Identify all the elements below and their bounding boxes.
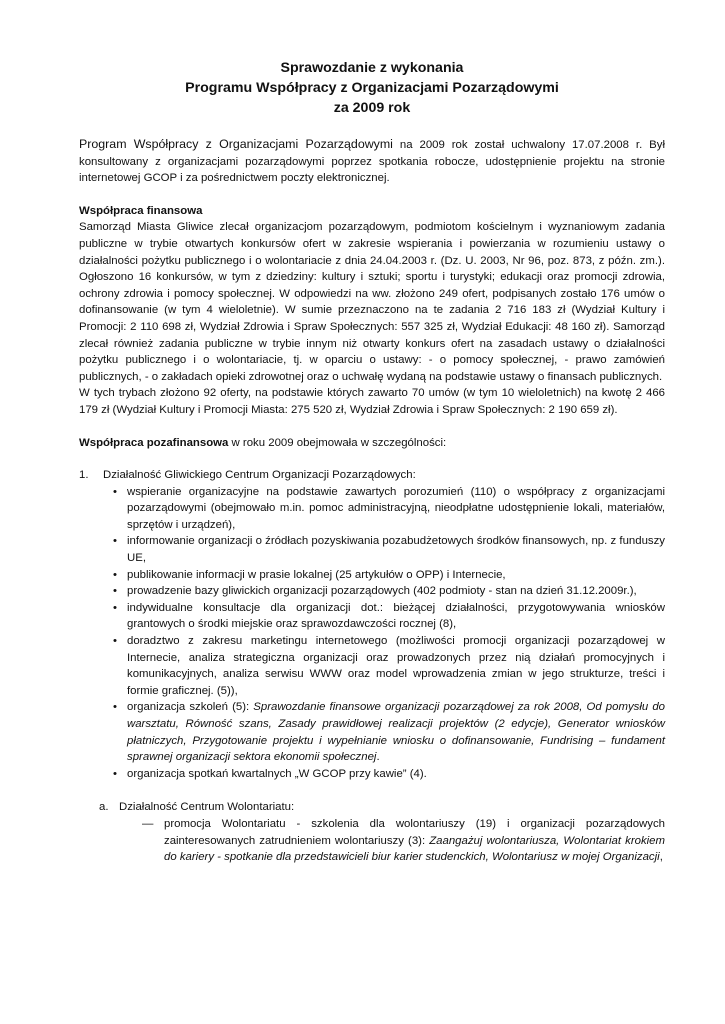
bullet-icon: • — [113, 568, 117, 581]
dash-icon: — — [142, 817, 154, 830]
list-item-text: prowadzenie bazy gliwickich organizacji pozarządowych (402 podmioty - stan na dzień 31.12.2009r.), — [127, 585, 637, 598]
trainings-lead: organizacja szkoleń (5): — [127, 701, 254, 714]
bullet-icon: • — [113, 767, 117, 780]
list-item — [113, 484, 665, 534]
bullet-icon: • — [113, 585, 117, 598]
bullet-icon: • — [113, 701, 117, 714]
list-item-trainings — [113, 699, 665, 765]
list-item-text: publikowanie informacji w prasie lokalnej (25 artykułów o OPP) i Internecie, — [127, 568, 506, 581]
document-page — [79, 58, 665, 866]
nonfinancial-heading: Współpraca pozafinansowa — [79, 436, 229, 449]
intro-text: na 2009 rok został uchwalony 17.07.2008 r. Był konsultowany z organizacjami pozarządowymi poprzez spotkania robocze, udostępnienie projektu na stronie internetowej GCOP i za pośrednictwem poczty elektronicznej. — [79, 139, 665, 185]
volunteer-titles: Zaangażuj wolontariusza, Wolontariat krokiem do kariery - spotkanie dla przedstawicieli biur karier studenckich, Wolontariusz w mojej Organizacji — [164, 834, 665, 864]
list-item — [113, 633, 665, 699]
section-1-list — [79, 484, 665, 783]
nonfinancial-intro — [79, 435, 665, 452]
list-item-text: informowanie organizacji o źródłach pozyskiwania pozabudżetowych środków finansowych, np. z funduszy UE, — [127, 535, 665, 565]
title-line-1: Sprawozdanie z wykonania — [280, 60, 464, 76]
section-1-number: 1. — [79, 469, 89, 482]
intro-program-name: Program Współpracy z Organizacjami Pozarządowymi — [79, 137, 393, 151]
list-item — [113, 583, 665, 600]
financial-paragraph-1: Samorząd Miasta Gliwice zlecał organizacjom pozarządowym, podmiotom kościelnym i wyznaniowym zadania publiczne w trybie otwartych konkursów ofert w zakresie wspierania i powierzania w rozumieniu ustawy o działalności pożytku publicznego i o wolontariacie z dnia 24.04.2003 r. (Dz. U. 2003, Nr 96, poz. 873, z późn. zm.). Ogłoszono 16 konkursów, w tym z dziedziny: kultury i sztuki; sportu i turystyki; edukacji oraz promocji zdrowia, ochrony zdrowia i pomocy społecznej. W odpowiedzi na ww. złożono 249 ofert, podpisanych zostało 176 umów o dofinansowanie (w tym 4 wieloletnie). W sumie przeznaczono na te zadania 2 716 183 zł (Wydział Kultury i Promocji: 2 110 698 zł, Wydział Zdrowia i Spraw Społecznych: 557 325 zł, Wydział Edukacji: 48 160 zł). Samorząd zlecał również zadania publiczne w trybie innym niż otwarty konkurs ofert na zasadach ustawy o działalności pożytku publicznego i o wolontariacie, tj. w oparciu o ustawy: - o pomocy społecznej, - prawo zamówień publicznych, - o zakładach opieki zdrowotnej oraz o uchwałę wydaną na podstawie ustawy o finansach publicznych. — [79, 221, 665, 383]
section-a-letter: a. — [99, 801, 109, 814]
list-item — [113, 567, 665, 584]
section-a-title: Działalność Centrum Wolontariatu: — [119, 801, 295, 814]
bullet-icon: • — [113, 485, 117, 498]
intro-paragraph — [79, 136, 665, 187]
trainings-titles: Sprawozdanie finansowe organizacji pozarządowej za rok 2008, Od pomysłu do warsztatu, Równość szans, Zasady prawidłowej realizacji projektów (2 edycje), Generator wniosków płatniczych, Przygotowanie projektu i wypełnianie wniosku o dofinansowanie, Fundrising – fundament sprawnej organizacji sektora ekonomii społecznej — [127, 701, 665, 764]
section-a-list — [79, 816, 665, 866]
list-item — [142, 816, 665, 866]
nonfinancial-rest: w roku 2009 obejmowała w szczególności: — [228, 436, 447, 449]
list-item-text: organizacja spotkań kwartalnych „W GCOP przy kawie” (4). — [127, 767, 427, 780]
list-item — [113, 766, 665, 783]
title-line-2: Programu Współpracy z Organizacjami Pozarządowymi — [185, 80, 559, 96]
title-line-3: za 2009 rok — [333, 100, 411, 116]
financial-paragraph-2: W tych trybach złożono 92 oferty, na podstawie których zawarto 70 umów (w tym 10 wieloletnich) na kwotę 2 466 179 zł (Wydział Kultury i Promocji Miasta: 275 520 zł, Wydział Zdrowia i Spraw Społecznych: 2 190 659 zł). — [79, 387, 665, 416]
volunteer-lead: promocja Wolontariatu - szkolenia dla wolontariuszy (19) i organizacji pozarządowych zainteresowanych zatrudnieniem wolontariuszy (3): — [164, 817, 665, 847]
bullet-icon: • — [113, 635, 117, 648]
trainings-end: . — [376, 751, 380, 764]
section-1-title: Działalność Gliwickiego Centrum Organizacji Pozarządowych: — [103, 469, 416, 482]
bullet-icon: • — [113, 601, 117, 614]
list-item-text: wspieranie organizacyjne na podstawie zawartych porozumień (110) o współpracy z organizacjami pozarządowymi (obejmowało m.in. pomoc administracyjną, nieodpłatne udostępnienie lokali, materiałów, sprzętów i urządzeń), — [127, 485, 665, 531]
financial-heading: Współpraca finansowa — [79, 204, 203, 217]
list-item-text: indywidualne konsultacje dla organizacji dot.: bieżącej działalności, przygotowywania wniosków grantowych o środki miejskie oraz sprawozdawczości rocznej (8), — [127, 601, 665, 631]
bullet-icon: • — [113, 535, 117, 548]
list-item — [113, 600, 665, 633]
list-item-text: doradztwo z zakresu marketingu internetowego (możliwości promocji organizacji pozarządowej w Internecie, analiza strategiczna organizacji oraz prowadzonych przez nią działań promocyjnych i komunikacyjnych, analiza serwisu WWW oraz model wprowadzenia zmian w jego strukturze, treści i formie graficznej. (5)), — [127, 635, 665, 697]
section-1-heading — [79, 467, 665, 484]
list-item — [113, 533, 665, 566]
section-a-heading — [79, 799, 665, 816]
volunteer-end: , — [659, 851, 663, 864]
